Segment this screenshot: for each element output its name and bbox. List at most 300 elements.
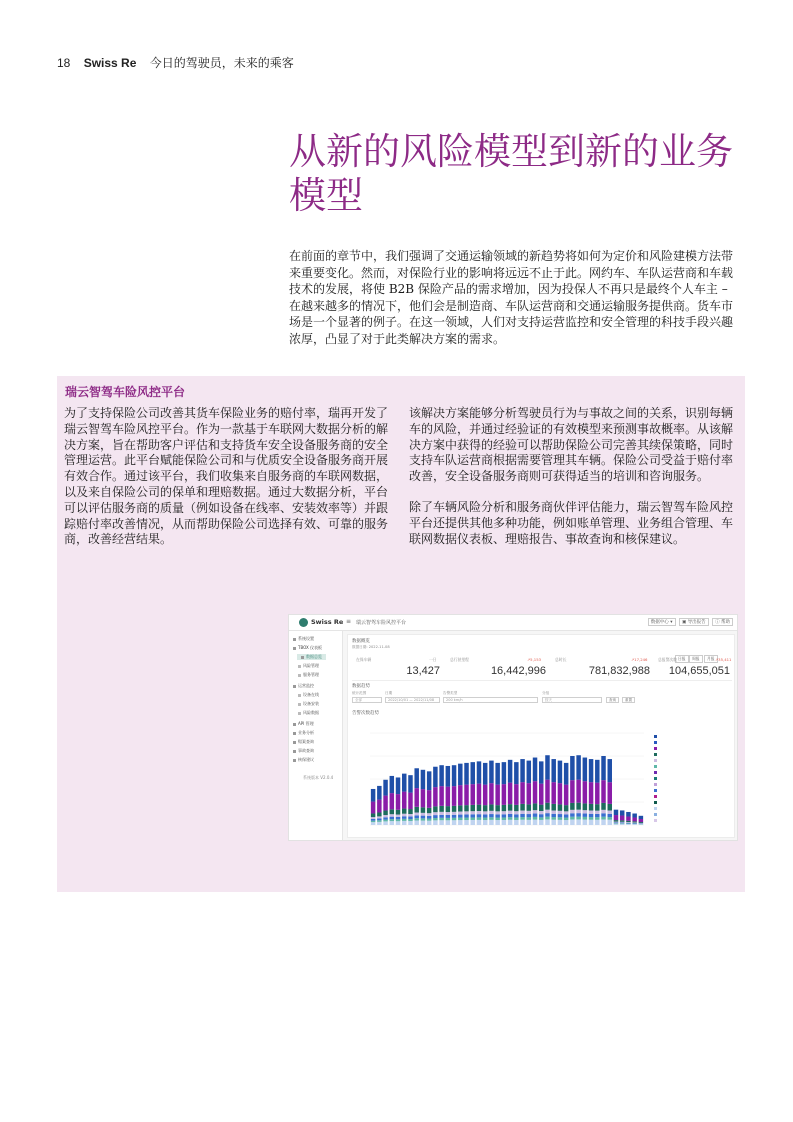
chart-bar-segment: [576, 817, 580, 820]
chart-bar-segment: [570, 803, 574, 810]
scope-select[interactable]: 全部: [352, 697, 382, 703]
chart-bar[interactable]: [396, 777, 400, 825]
chart-bar-segment: [464, 818, 468, 820]
chart-bar-segment: [427, 808, 431, 813]
chart-bar-segment: [402, 809, 406, 814]
chart-bar-segment: [402, 814, 406, 817]
chart-bar-segment: [626, 817, 630, 821]
legend-swatch[interactable]: [654, 783, 657, 786]
chart-bar-segment: [452, 786, 456, 806]
chart-bar-segment: [483, 814, 487, 817]
chart-bar-segment: [614, 824, 618, 825]
legend-swatch[interactable]: [654, 765, 657, 768]
chart-bar[interactable]: [595, 760, 599, 825]
kpi-change: ↗35,411: [715, 657, 732, 662]
chart-bar-segment: [639, 819, 643, 822]
chart-bar-segment: [551, 810, 555, 813]
chart-bar-segment: [558, 814, 562, 817]
kpi-label: 在保车辆: [356, 657, 372, 662]
chart-bar-segment: [551, 820, 555, 825]
chart-bar-segment: [595, 820, 599, 825]
sidebar-item-settings[interactable]: 系统设置: [293, 636, 314, 642]
chart-bar-segment: [614, 823, 618, 824]
chart-bar-segment: [620, 823, 624, 824]
chart-bar-segment: [639, 822, 643, 823]
chart-bar-segment: [639, 824, 643, 825]
chart-bar-segment: [576, 803, 580, 810]
chart-bar-segment: [439, 786, 443, 806]
chart-bar-segment: [383, 796, 387, 811]
chart-bar-segment: [477, 814, 481, 817]
dashboard-screenshot: [288, 614, 738, 841]
chart-bar-segment: [601, 803, 605, 810]
chart-bar-segment: [414, 807, 418, 813]
chart-bar-segment: [396, 794, 400, 810]
chart-bar-segment: [539, 814, 543, 817]
divider: [352, 680, 732, 681]
chart-bar[interactable]: [421, 770, 425, 825]
legend-swatch[interactable]: [654, 741, 657, 744]
chart-bar[interactable]: [589, 759, 593, 825]
sidebar-item-overview[interactable]: 数据总览: [297, 654, 326, 660]
chart-bar-segment: [433, 787, 437, 806]
chart-bar-segment: [595, 811, 599, 814]
chart-bar[interactable]: [520, 759, 524, 825]
chart-bar-segment: [614, 810, 618, 815]
chart-bar[interactable]: [489, 761, 493, 825]
kpi-label: 总时长: [555, 657, 567, 662]
chart-bar-segment: [471, 811, 475, 814]
chart-bar-segment: [601, 780, 605, 803]
chart-bar-segment: [495, 763, 499, 785]
sidebar-item-monitoring[interactable]: 运营监控: [293, 683, 314, 689]
chart-bar-segment: [421, 807, 425, 813]
chart-bar-segment: [564, 811, 568, 814]
chart-bar-segment: [595, 817, 599, 820]
kpi-value: 781,832,988: [588, 665, 650, 677]
chart-bar-segment: [495, 811, 499, 814]
weekly-button[interactable]: 周报: [689, 655, 703, 663]
chart-bar[interactable]: [545, 755, 549, 825]
chart-bar[interactable]: [414, 768, 418, 825]
chart-bar-segment: [502, 762, 506, 784]
chart-bar-segment: [390, 819, 394, 821]
hamburger-menu-icon[interactable]: ≡: [346, 618, 352, 625]
sidebar-item-claims[interactable]: 赔案查询: [293, 739, 314, 745]
sidebar-item-online[interactable]: 设备在线: [298, 692, 319, 698]
sidebar-item-service[interactable]: 服务管理: [298, 672, 319, 678]
chart-bar[interactable]: [458, 764, 462, 825]
chart-bar-segment: [558, 783, 562, 804]
sidebar-item-analysis[interactable]: 业务分析: [293, 730, 314, 736]
chart-bar-segment: [483, 820, 487, 825]
publication-title: 今日的驾驶员，未来的乘客: [149, 56, 294, 70]
chart-bar-segment: [421, 821, 425, 825]
daily-button[interactable]: 日报: [675, 655, 689, 663]
chart-bar[interactable]: [551, 759, 555, 825]
chart-bar-segment: [545, 819, 549, 825]
chart-bar-segment: [452, 815, 456, 818]
chart-bar-segment: [614, 822, 618, 823]
dashboard-topbar: [289, 615, 738, 631]
chart-bar-segment: [539, 761, 543, 783]
chart-bar-segment: [446, 812, 450, 815]
chart-bar[interactable]: [483, 763, 487, 825]
chart-bar-segment: [390, 817, 394, 819]
box-left-paragraph: 为了支持保险公司改善其货车保险业务的赔付率，瑞再开发了瑞云智驾车险风控平台。作为一款基于车联网大数据分析的解决方案，旨在帮助客户评估和支持货车安全设备服务商的安全管理运营。此平台赋能保险公司和与优质安全设备服务商开展有效合作。通过该平台，我们收集来自服务商的车联网数据，以及来自保险公司的保单和理赔数据。通过大数据分析，平台可以评估服务商的质量（例如设备在线率、安装效率等）并跟踪赔付率改善情况，从而帮助保险公司选择有效、可靠的服务商，改善经营结果。: [64, 406, 389, 547]
chart-bar-segment: [396, 821, 400, 825]
data-center-dropdown[interactable]: 数据中心 ▾: [648, 618, 676, 626]
chart-title: 告警次数趋势: [352, 711, 379, 716]
chart-bar-segment: [595, 783, 599, 805]
chart-bar-segment: [583, 781, 587, 803]
chart-bar-segment: [539, 820, 543, 825]
chart-bar-segment: [533, 781, 537, 803]
chart-bar[interactable]: [446, 766, 450, 825]
chart-bar-segment: [446, 787, 450, 806]
chart-bar[interactable]: [508, 760, 512, 825]
intro-paragraph: 在前面的章节中，我们强调了交通运输领域的新趋势将如何为定价和风险建模方法带来重要变化。然而，对保险行业的影响将远远不止于此。网约车、车队运营商和车载技术的发展，将使 B2B 保险产品的需求增加，因为投保人不再只是最终个人车主 – 在越来越多的情况下，他们会是制造商、车队运营商和交通运输服务提供商。货车市场是一个显著的例子。在这一领域，人们对支持运营监控和安全管理的科技手段兴趣浓厚，凸显了对于此类解决方案的需求。: [289, 249, 734, 346]
chart-bar-segment: [446, 815, 450, 818]
date-range-input[interactable]: 2022/10/01 — 2022/11/08: [385, 697, 440, 703]
chart-bar-segment: [427, 813, 431, 816]
chart-bar-segment: [458, 815, 462, 818]
chart-bar[interactable]: [632, 814, 636, 826]
chart-bar-segment: [483, 818, 487, 820]
chart-bar[interactable]: [570, 756, 574, 825]
chart-bar-segment: [508, 804, 512, 811]
chart-bar-segment: [601, 756, 605, 780]
chart-bar[interactable]: [495, 763, 499, 825]
chart-bar-segment: [439, 812, 443, 815]
chart-bar-segment: [439, 765, 443, 786]
chart-bar-segment: [589, 810, 593, 813]
chart-bar-segment: [495, 820, 499, 825]
chart-bar-segment: [583, 810, 587, 813]
chart-bar[interactable]: [620, 810, 624, 825]
chart-bar-segment: [458, 812, 462, 815]
legend-swatch[interactable]: [654, 747, 657, 750]
chart-bar[interactable]: [433, 767, 437, 825]
chart-bar-segment: [527, 811, 531, 814]
chart-bar-segment: [408, 821, 412, 825]
kpi-change: ↗5,153: [527, 657, 542, 662]
chart-bar-segment: [427, 771, 431, 790]
chart-bar-segment: [439, 820, 443, 825]
alarm-type-select[interactable]: 200 km/h: [443, 697, 538, 703]
chart-bar[interactable]: [383, 780, 387, 825]
chart-bar-segment: [601, 813, 605, 816]
sidebar-item-api[interactable]: API 管理: [293, 721, 314, 727]
chart-bar-segment: [614, 815, 618, 820]
group-select[interactable]: 按天: [542, 697, 602, 703]
chart-bar-segment: [483, 811, 487, 814]
chart-bar-segment: [583, 758, 587, 782]
chart-bar-segment: [545, 810, 549, 813]
chart-bar-segment: [508, 783, 512, 805]
kpi-value: 104,655,051: [668, 665, 730, 677]
chart-bar-segment: [471, 762, 475, 784]
chart-bar[interactable]: [576, 755, 580, 825]
chart-bar-segment: [377, 820, 381, 822]
chart-bar-segment: [383, 817, 387, 819]
legend-swatch[interactable]: [654, 801, 657, 804]
chart-bar-segment: [514, 820, 518, 825]
chart-bar[interactable]: [477, 761, 481, 825]
chart-bar-segment: [539, 805, 543, 811]
chart-bar-segment: [576, 813, 580, 816]
chart-bar-segment: [390, 776, 394, 793]
chart-bar-segment: [564, 785, 568, 805]
chart-bar-segment: [489, 820, 493, 825]
chart-bar-segment: [601, 810, 605, 813]
chart-bar-segment: [502, 814, 506, 817]
reset-button[interactable]: 重置: [622, 697, 635, 703]
chart-bar-segment: [495, 818, 499, 820]
chart-bar-segment: [446, 806, 450, 812]
chart-bar[interactable]: [583, 758, 587, 825]
chart-bar-segment: [421, 813, 425, 816]
chart-bar-segment: [377, 822, 381, 825]
chart-bar-segment: [427, 790, 431, 808]
chart-bar-segment: [383, 815, 387, 817]
chart-bar-segment: [433, 806, 437, 812]
chart-bar-segment: [545, 803, 549, 810]
sidebar-item-accidents[interactable]: 事故查询: [293, 748, 314, 754]
chart-bar-segment: [421, 816, 425, 819]
chart-bar[interactable]: [377, 786, 381, 825]
chart-bar-segment: [527, 814, 531, 817]
legend-swatch[interactable]: [654, 777, 657, 780]
box-right-column: [409, 406, 742, 547]
sidebar-item-risk[interactable]: 风险管理: [298, 663, 319, 669]
chart-bar-segment: [533, 820, 537, 825]
chart-bar-segment: [458, 820, 462, 825]
chart-bar-segment: [520, 759, 524, 782]
chart-bar-segment: [408, 775, 412, 792]
chart-bar-segment: [614, 822, 618, 823]
chart-bar-segment: [583, 803, 587, 810]
chart-bar[interactable]: [402, 774, 406, 825]
chart-bar-segment: [558, 761, 562, 784]
chart-bar-segment: [570, 780, 574, 803]
legend-swatch[interactable]: [654, 807, 657, 810]
legend-swatch[interactable]: [654, 753, 657, 756]
legend-swatch[interactable]: [654, 795, 657, 798]
chart-bar-segment: [371, 802, 375, 814]
chart-bar-segment: [452, 818, 456, 820]
chart-bar-segment: [589, 820, 593, 825]
chart-bar-segment: [446, 766, 450, 787]
chart-bar-segment: [570, 817, 574, 820]
search-button[interactable]: 查询: [606, 697, 619, 703]
chart-bar-segment: [471, 784, 475, 805]
chart-bar-segment: [539, 784, 543, 805]
chart-bar-segment: [589, 814, 593, 817]
chart-bar-segment: [520, 804, 524, 811]
chart-bar-segment: [439, 806, 443, 812]
chart-bar-segment: [396, 819, 400, 821]
chart-bar-segment: [533, 803, 537, 810]
filter-label: 统计范围: [352, 691, 367, 695]
chart-bar-segment: [383, 811, 387, 816]
chart-bar-segment: [539, 817, 543, 820]
box-right-paragraph-1: 该解决方案能够分析驾驶员行为与事故之间的关系，识别每辆车的风险，并通过经验证的有效模型来预测事故概率。从该解决方案中获得的经验可以帮助保险公司完善其续保策略，同时支持车队运营商根据需要管理其车辆。保险公司受益于赔付率改善，安全设备服务商则可获得适当的培训和咨询服务。: [409, 406, 734, 484]
sidebar-item-install[interactable]: 设备安装: [298, 701, 319, 707]
chart-bar-segment: [595, 814, 599, 817]
chart-bar-segment: [514, 784, 518, 805]
legend-swatch[interactable]: [654, 819, 657, 822]
chart-bar[interactable]: [614, 810, 618, 825]
chart-bar-segment: [626, 824, 630, 825]
dashboard-topbar-actions: [646, 618, 733, 626]
chart-bar-segment: [514, 814, 518, 817]
chart-bar-segment: [620, 810, 624, 815]
chart-bar-segment: [489, 817, 493, 820]
chart-bar-segment: [433, 812, 437, 815]
chart-bar[interactable]: [390, 776, 394, 825]
chart-bar-segment: [520, 814, 524, 817]
chart-bar-segment: [471, 805, 475, 811]
chart-bar-segment: [545, 780, 549, 803]
chart-bar-segment: [377, 786, 381, 800]
chart-bar-segment: [383, 780, 387, 796]
chart-bar-segment: [595, 804, 599, 811]
kpi-label: 总报警次数: [658, 657, 677, 662]
chart-bar-segment: [551, 782, 555, 804]
chart-bar-segment: [545, 817, 549, 820]
chart-bar-segment: [632, 823, 636, 824]
chart-bar-segment: [564, 763, 568, 785]
chart-bar-segment: [408, 814, 412, 816]
chart-bar[interactable]: [514, 762, 518, 825]
swiss-re-logo-icon: [299, 618, 308, 627]
chart-bar-segment: [458, 818, 462, 820]
chart-bar-segment: [377, 818, 381, 820]
monthly-button[interactable]: 月报: [704, 655, 718, 663]
chart-bar-segment: [471, 820, 475, 825]
chart-bar-segment: [383, 821, 387, 825]
chart-bar-segment: [583, 820, 587, 825]
sidebar-item-underwriting[interactable]: 核保建议: [293, 757, 314, 763]
chart-bar-segment: [570, 810, 574, 813]
chart-bar-segment: [483, 805, 487, 811]
chart-bar-segment: [601, 817, 605, 820]
chart-bar-segment: [620, 816, 624, 821]
filter-label: 日期: [385, 691, 393, 695]
box-right-paragraph-2: 除了车辆风险分析和服务商伙伴评估能力，瑞云智驾车险风控平台还提供其他多种功能，例如账单管理、业务组合管理、车联网数据仪表板、理赔报告、事故查询和核保建议。: [409, 499, 734, 546]
chart-bar[interactable]: [427, 771, 431, 825]
chart-bar[interactable]: [608, 759, 612, 825]
chart-bar-segment: [464, 811, 468, 814]
export-report-button[interactable]: ▣ 导出报告: [679, 618, 709, 626]
chart-bar[interactable]: [558, 761, 562, 825]
chart-bar-segment: [632, 814, 636, 818]
chart-bar-segment: [402, 819, 406, 821]
chart-bar-segment: [558, 811, 562, 814]
chart-bar-segment: [551, 804, 555, 811]
chart-bar-segment: [626, 821, 630, 822]
chart-bar[interactable]: [452, 765, 456, 825]
chart-bar-segment: [570, 756, 574, 780]
legend-swatch[interactable]: [654, 789, 657, 792]
chart-bar-segment: [626, 823, 630, 824]
chart-bar-segment: [477, 784, 481, 805]
chart-bar-segment: [508, 814, 512, 817]
chart-bar-segment: [489, 761, 493, 784]
chart-bar[interactable]: [464, 763, 468, 825]
chart-bar[interactable]: [527, 761, 531, 825]
chart-bar-segment: [371, 821, 375, 822]
chart-bar-segment: [414, 818, 418, 820]
chart-bar[interactable]: [639, 816, 643, 825]
legend-swatch[interactable]: [654, 771, 657, 774]
chart-bar[interactable]: [471, 762, 475, 825]
chart-bar[interactable]: [502, 762, 506, 825]
chart-bar-segment: [483, 763, 487, 785]
chart-bar-segment: [414, 813, 418, 816]
chart-bar-segment: [452, 812, 456, 815]
chart-bar-segment: [390, 793, 394, 809]
chart-bar-segment: [408, 809, 412, 814]
legend-swatch[interactable]: [654, 759, 657, 762]
chart-bar[interactable]: [408, 775, 412, 825]
sidebar-item-risk-data[interactable]: 风险数据: [298, 710, 319, 716]
chart-bar[interactable]: [564, 763, 568, 825]
chart-bar-segment: [508, 820, 512, 825]
chart-bar-segment: [458, 764, 462, 785]
chart-bar-segment: [514, 762, 518, 784]
chart-bar-segment: [576, 810, 580, 813]
chart-bar[interactable]: [371, 789, 375, 825]
dashboard-sidebar: [289, 631, 343, 841]
chart-bar-segment: [620, 822, 624, 823]
section-title: 从新的风险模型到新的业务模型: [289, 130, 733, 217]
chart-bar-segment: [477, 811, 481, 814]
chart-bar[interactable]: [439, 765, 443, 825]
chart-bar-segment: [508, 817, 512, 820]
chart-bar[interactable]: [539, 761, 543, 825]
chart-bar-segment: [402, 816, 406, 819]
chart-bar-segment: [489, 783, 493, 804]
help-button[interactable]: ⓘ 帮助: [712, 618, 733, 626]
chart-bar-segment: [558, 804, 562, 810]
dashboard-main: [347, 634, 735, 838]
chart-bar-segment: [608, 817, 612, 820]
chart-bar-segment: [390, 821, 394, 825]
chart-bar-segment: [632, 821, 636, 822]
legend-swatch[interactable]: [654, 735, 657, 738]
sidebar-item-tbox[interactable]: TBOX 仪表板: [293, 645, 322, 651]
chart-bar-segment: [564, 805, 568, 811]
chart-bar-segment: [427, 819, 431, 821]
chart-bar[interactable]: [533, 758, 537, 825]
overview-heading: 数据概览: [352, 639, 370, 644]
chart-bar-segment: [608, 814, 612, 817]
chart-bar-segment: [502, 811, 506, 814]
chart-bar[interactable]: [626, 812, 630, 825]
chart-bar-segment: [464, 814, 468, 817]
chart-bar[interactable]: [601, 756, 605, 825]
chart-bar-segment: [508, 811, 512, 814]
box-title: 瑞云智驾车险风控平台: [65, 385, 186, 399]
kpi-value: 13,427: [406, 665, 440, 677]
chart-bar-segment: [439, 818, 443, 820]
chart-bar-segment: [427, 816, 431, 819]
chart-bar-segment: [589, 817, 593, 820]
chart-bar-segment: [377, 816, 381, 818]
legend-swatch[interactable]: [654, 813, 657, 816]
